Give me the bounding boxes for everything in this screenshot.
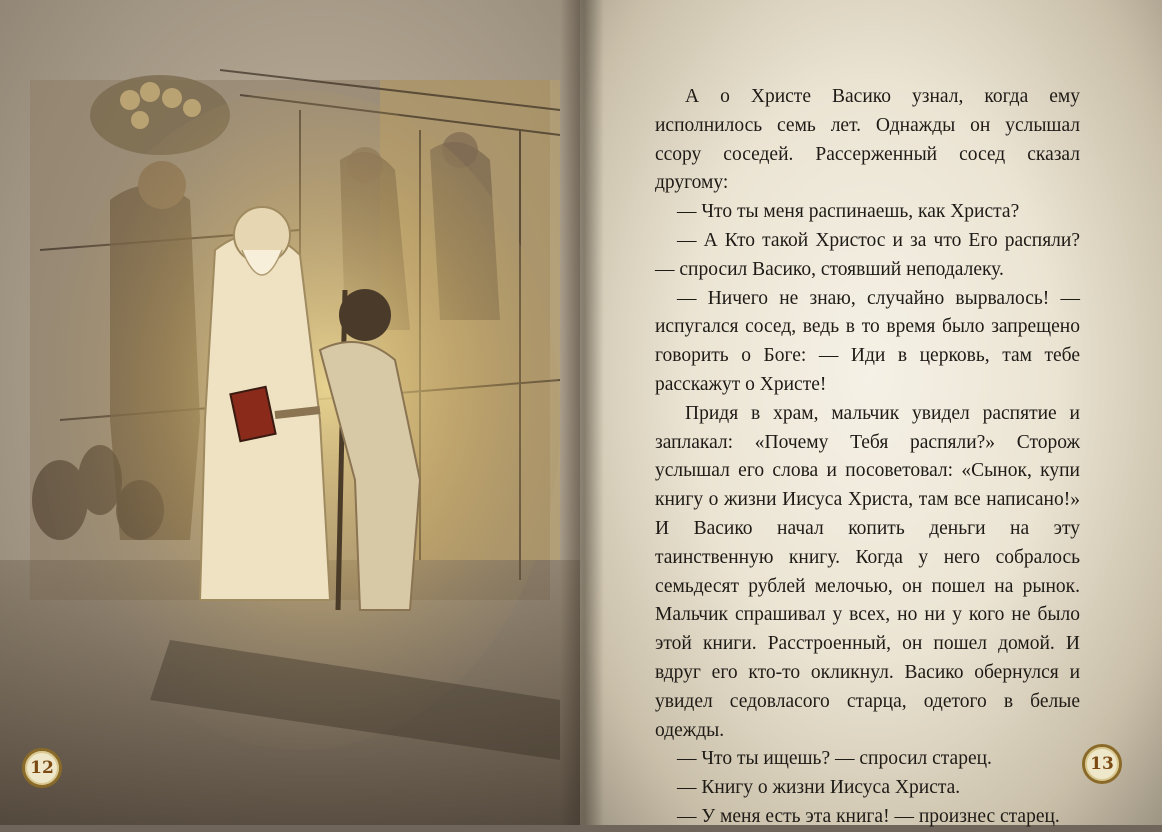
paragraph: — Что ты меня распинаешь, как Христа? — [677, 201, 1020, 223]
paragraph: — Ничего не знаю, случайно вырвалось! — испугался сосед, ведь в то время было запрещено говорить о Боге: — Иди в церковь, там тебе расскажут о Христе! — [655, 287, 1080, 395]
left-page — [0, 0, 580, 825]
paragraph: — А Кто такой Христос и за что Его распяли? — спросил Васико, стоявший неподалеку. — [655, 229, 1080, 280]
paragraph: А о Христе Васико узнал, когда ему исполнилось семь лет. Однажды он услышал ссору соседей. Рассерженный сосед сказал другому: — [655, 86, 1080, 194]
story-text — [655, 83, 1080, 832]
page-number-left: 12 — [22, 748, 62, 788]
paragraph: Придя в храм, мальчик увидел распятие и заплакал: «Почему Тебя распяли?» Сторож услышал его слова и посоветовал: «Сынок, купи книгу о жизни Иисуса Христа, там все написано!» И Васико начал копить деньги на эту таинственную книгу. Когда у него собралось семьдесят рублей мелочью, он пошел на рынок. Мальчик спрашивал у всех, но ни у кого не было этой книги. Расстроенный, он пошел домой. И вдруг его кто-то окликнул. Васико обернулся и увидел седовласого старца, одетого в белые одежды. — [655, 402, 1080, 741]
illustration — [0, 0, 580, 825]
paragraph: — У меня есть эта книга! — произнес старец. — [677, 805, 1060, 827]
paragraph: — Что ты ищешь? — спросил старец. — [677, 748, 992, 770]
paragraph: — Книгу о жизни Иисуса Христа. — [677, 777, 961, 799]
page-number-right: 13 — [1082, 744, 1122, 784]
